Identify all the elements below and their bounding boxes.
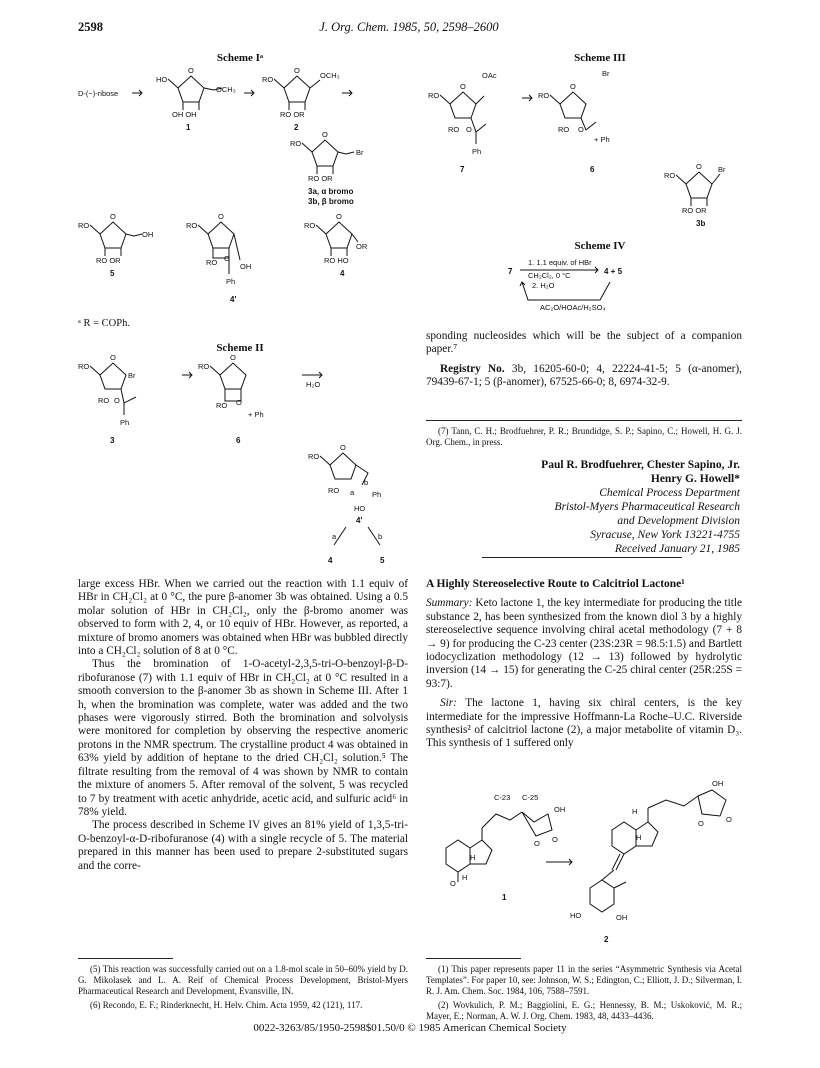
svg-text:O: O [114,396,120,405]
footnote-5: (5) This reaction was successfully carried out on a 1.8-mol scale in 50–60% yield by D. G. Mikolasek and L. A. Reif of Chemical Process Development, Bristol-Myers Pharmaceutical Research and Development, Evansville, IN. [78,964,408,996]
compound-3ab [290,130,364,206]
compound-4 [304,212,368,278]
svg-text:4: 4 [328,556,333,565]
svg-text:O: O [336,212,342,221]
svg-text:O: O [726,815,732,824]
scheme-4-condition-1: 1. 1.1 equiv. of HBr [528,258,592,267]
svg-text:1: 1 [502,893,507,902]
svg-text:OH OH: OH OH [172,110,197,119]
svg-text:RO: RO [290,139,302,148]
svg-text:7: 7 [460,165,465,174]
scheme-4-condition-3: 2. H₂O [532,281,555,290]
svg-text:O: O [460,82,466,91]
keto-lactone-1 [446,793,565,902]
svg-text:Br: Br [356,148,364,157]
svg-text:OAc: OAc [482,71,497,80]
left-column-text [78,578,408,873]
svg-text:3: 3 [110,436,115,445]
svg-text:5: 5 [380,556,385,565]
left-footnote-rule [78,958,173,959]
scheme-4-figure [506,254,706,318]
svg-text:H: H [636,833,642,842]
svg-text:a: a [350,488,355,497]
companion-paper-text: sponding nucleosides which will be the subject of a companion paper.⁷ [426,330,742,356]
svg-text:RO: RO [262,75,274,84]
svg-text:C-25: C-25 [522,793,539,802]
scheme-4-title: Scheme IV [574,240,626,252]
svg-text:HO: HO [570,911,582,920]
calcitriol-lactone-2 [570,779,732,944]
scheme-3-title: Scheme III [574,52,626,64]
footnote-1: (1) This paper represents paper 11 in the series “Asymmetric Synthesis via Acetal Templates”. For paper 10, see: Johnson, W. S.; Edington, C.; Elliott, J. D.; Silverman, I. R. J. Am. Chem. Soc. 1984, 106, 7588–7591. [426,964,742,996]
authors-line-2: Henry G. Howell* [650,473,740,485]
reference-7: (7) Tann, C. H.; Brodfuehrer, P. R.; Brundidge, S. P.; Sapino, C.; Howell, H. G. J. Org. Chem., in press. [426,426,742,447]
svg-text:OH: OH [616,913,628,922]
svg-text:3b: 3b [696,219,706,228]
page-header [78,20,740,40]
footnote-2: (2) Wovkulich, P. M.; Baggiolini, E. G.; Hennessy, B. M.; Uskoković, M. R.; Mayer, E.; Norman, A. W. J. Org. Chem. 1983, 48, 4433–4436. [426,1000,742,1021]
svg-text:Ph: Ph [472,147,482,156]
svg-text:RO: RO [198,362,210,371]
scheme-4-condition-2: CH₂Cl₂, 0 °C [528,271,571,280]
svg-text:RO: RO [428,91,440,100]
author-block [541,458,740,556]
svg-text:RO HO: RO HO [324,256,349,265]
svg-text:RO: RO [538,91,550,100]
right-footnote-rule [426,958,521,959]
ribose-label: D-(−)-ribose [78,89,119,98]
footnote-6: (6) Recondo, E. F.; Rinderknecht, H. Helv. Chim. Acta 1959, 42 (121), 117. [90,1000,363,1010]
article-separator-rule [482,557,682,558]
water-label: H₂O [306,380,321,389]
svg-text:HO: HO [354,504,366,513]
compound-3b [664,162,726,228]
svg-text:O: O [340,443,346,452]
ref-7-block [426,426,742,451]
compound-6-scheme-3 [538,69,610,174]
svg-text:6: 6 [590,165,595,174]
svg-text:+ Ph: + Ph [248,410,264,419]
svg-text:RO: RO [328,486,340,495]
svg-text:OH: OH [142,230,154,239]
svg-text:O: O [578,125,584,134]
svg-text:RO OR: RO OR [682,206,707,215]
svg-text:O: O [322,130,328,139]
page-number: 2598 [78,20,103,34]
svg-text:OH: OH [554,805,566,814]
svg-text:O: O [450,879,456,888]
compound-2 [262,66,340,132]
article-title: A Highly Stereoselective Route to Calcitriol Lactone¹ [426,578,685,590]
svg-text:Br: Br [602,69,610,78]
left-paragraph-1: large excess HBr. When we carried out the reaction with 1.1 equiv of HBr in CH₂Cl₂ at 0 °C, the pure β-anomer 3b was obtained. Using a 0.5 molar solution of HBr in CH₂Cl₂, only the β-bromo anomer was observed to form with 2, 4, or 10 equiv of HBr. However, as reported, a mixture of bromo anomers was obtained when HBr was bubbled directly into a CH₂Cl₂ solution of 8 at 0 °C. [78,578,408,658]
svg-text:RO: RO [664,171,676,180]
registry-label: Registry No. [440,362,505,375]
svg-text:b: b [364,478,369,487]
svg-text:O: O [236,398,242,407]
svg-text:OR: OR [356,242,368,251]
compound-6-scheme-2 [198,353,264,445]
svg-text:O: O [110,212,116,221]
compound-3a-label: 3a, α bromo [308,187,354,196]
svg-text:4': 4' [230,295,237,304]
scheme-4-recycle: AC₂O/HOAc/H₂SO₄ [540,303,606,312]
svg-text:O: O [218,212,224,221]
compound-1 [156,66,236,132]
authors-line-1: Paul R. Brodfuehrer, Chester Sapino, Jr. [541,459,740,471]
svg-text:RO: RO [78,221,90,230]
svg-text:RO: RO [186,221,198,230]
svg-text:C-23: C-23 [494,793,511,802]
svg-text:OCH₃: OCH₃ [216,85,236,94]
svg-text:RO OR: RO OR [96,256,121,265]
compound-3b-label: 3b, β bromo [308,197,354,206]
left-paragraph-2: Thus the bromination of 1-O-acetyl-2,3,5-tri-O-benzoyl-β-D-ribofuranose (7) with 1.1 equiv of HBr in CH₂Cl₂ at 0 °C resulted in a smooth conversion to the β-anomer 3b as shown in Scheme III. After 1 h, when the bromination was complete, water was added and the two phases were vigorously stirred. Both the bromination and solvolysis were monitored for completion by observing the respective anomeric protons in the NMR spectrum. The crystalline product 4 was obtained in 63% yield by addition of heptane to the dried CH₂Cl₂ solution.⁵ The filtrate resulting from the removal of 4 was shown by NMR to contain the mixture of anomers 5. After removal of the solvent, 5 was recycled to 7 by treatment with acetic anhydride, acetic acid, and sulfuric acid⁶ in 78% yield. [78,658,408,818]
svg-text:b: b [378,532,383,541]
svg-text:O: O [224,254,230,263]
svg-text:RO: RO [558,125,570,134]
compound-transition [308,443,385,565]
svg-text:+ Ph: + Ph [594,135,610,144]
svg-text:RO OR: RO OR [280,110,305,119]
svg-text:2: 2 [294,123,299,132]
svg-text:O: O [552,835,558,844]
svg-text:Ph: Ph [120,418,130,427]
scheme-4-start: 7 [508,267,513,276]
svg-text:RO OR: RO OR [308,174,333,183]
svg-text:Ph: Ph [226,277,236,286]
svg-text:O: O [294,66,300,75]
svg-text:a: a [332,532,337,541]
compound-3 [78,353,136,445]
affiliation-1: Chemical Process Department [599,487,740,499]
svg-text:H: H [462,873,468,882]
svg-text:O: O [230,353,236,362]
right-column-top [426,330,742,390]
affiliation-4: Syracuse, New York 13221-4755 [590,529,740,541]
right-separator-rule [426,420,742,421]
calcitriol-scheme [436,778,746,948]
svg-text:4': 4' [356,516,363,525]
scheme-2-title: Scheme II [216,342,264,354]
svg-text:RO: RO [98,396,110,405]
svg-text:5: 5 [110,269,115,278]
svg-text:4: 4 [340,269,345,278]
received-date: Received January 21, 1985 [614,543,740,555]
svg-text:H: H [632,807,638,816]
svg-text:O: O [188,66,194,75]
article-body [426,578,742,751]
affiliation-3: and Development Division [617,515,740,527]
svg-text:Ph: Ph [372,490,382,499]
svg-text:O: O [466,125,472,134]
svg-text:6: 6 [236,436,241,445]
journal-line: J. Org. Chem. 1985, 50, 2598–2600 [319,20,499,34]
svg-text:O: O [110,353,116,362]
svg-text:H: H [470,853,476,862]
summary-text: Keto lactone 1, the key intermediate for producing the title substance 2, has been synthesized from the known diol 3 by a highly stereoselective sequence involving chiral acetal methodology (7 + 8 → 9) for producing the C-23 center (23S:23R = 98.5:1.5) and Bartlett iodocyclization methodology (12 → 13) followed by hydrolytic inversion (14 → 15) for generating the C-25 chiral center (25R:25S = 93:7). [426,597,742,690]
scheme-4-products: 4 + 5 [604,267,623,276]
scheme-3-figure [426,62,746,232]
svg-text:1: 1 [186,123,191,132]
left-footnotes [78,964,408,1014]
svg-text:RO: RO [308,452,320,461]
svg-text:RO: RO [206,258,218,267]
svg-text:OH: OH [712,779,724,788]
sir-label: Sir: [440,697,457,710]
compound-7 [428,71,497,174]
scheme-1-figure [76,62,406,317]
svg-text:2: 2 [604,935,609,944]
scheme-1-footnote: ᵃ R = COPh. [78,318,130,329]
scheme-1-title: Scheme Iᵃ [216,52,264,64]
svg-text:O: O [534,839,540,848]
svg-text:OCH₃: OCH₃ [320,71,340,80]
page-footer: 0022-3263/85/1950-2598$01.50/0 © 1985 American Chemical Society [253,1022,567,1034]
summary-label: Summary: [426,597,473,610]
compound-4-prime [186,212,251,304]
scheme-2-figure [76,355,406,570]
svg-text:RO: RO [304,221,316,230]
svg-text:O: O [696,162,702,171]
right-footnotes [426,964,742,1025]
svg-text:Br: Br [128,371,136,380]
svg-text:RO: RO [448,125,460,134]
svg-text:RO: RO [216,401,228,410]
svg-text:OH: OH [240,262,252,271]
svg-text:O: O [698,819,704,828]
registry-text: 3b, 16205-60-0; 4, 22224-41-5; 5 (α-anomer), 79439-67-1; 5 (β-anomer), 67525-66-0; 8, 6974-32-9. [426,362,742,389]
compound-5 [78,212,153,278]
svg-text:RO: RO [78,362,90,371]
affiliation-2: Bristol-Myers Pharmaceutical Research [554,501,740,513]
left-paragraph-3: The process described in Scheme IV gives an 81% yield of 1,3,5-tri-O-benzoyl-α-D-ribofuranose (4) with a single recycle of 5. The material prepared in this manner has been used to prepare 2-substituted sugars and the corre- [78,819,408,872]
svg-text:HO: HO [156,75,168,84]
sir-text: The lactone 1, having six chiral centers, is the key intermediate for the impressive Hoffmann-La Roche–U.C. Riverside synthesis² of calcitriol lactone (2), a major metabolite of vitamin D₃. This synthesis of 1 suffered only [426,697,742,750]
svg-text:O: O [570,82,576,91]
svg-text:Br: Br [718,165,726,174]
